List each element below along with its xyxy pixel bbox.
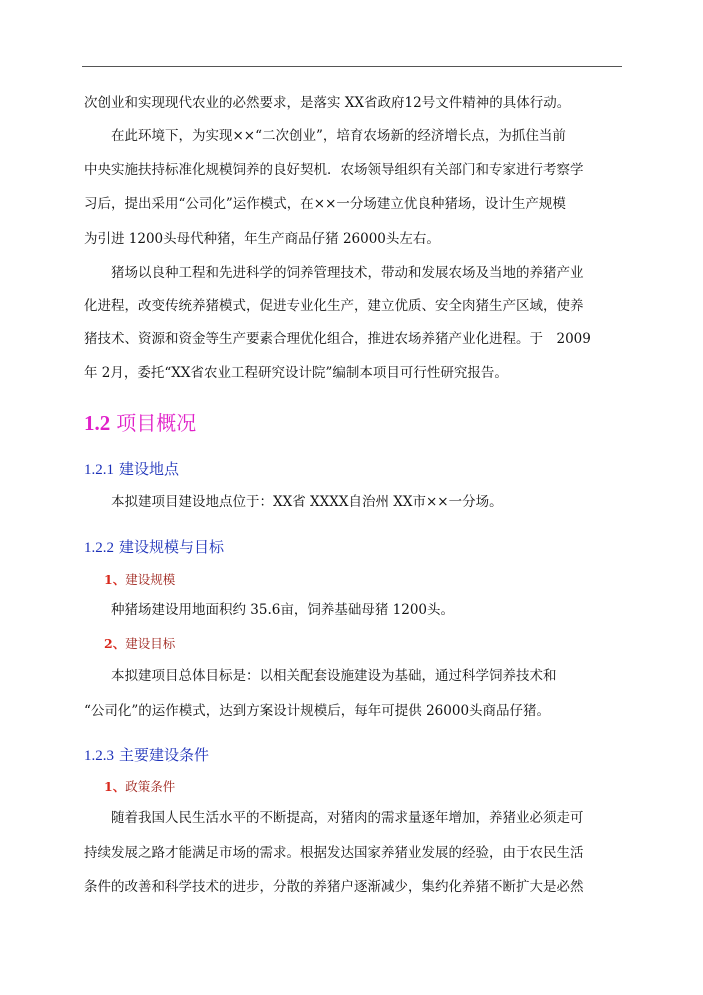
body-text-line: 猪技术、资源和资金等生产要素合理优化组合，推进农场养猪产业化进程。于 2009 [84,331,591,347]
section-heading-1-2-3 [84,745,209,766]
section-heading-1-2-2 [84,537,224,558]
subsection-number: 1、 [104,779,126,794]
section-heading-1-2-1 [84,459,179,480]
body-text-line: 在此环境下，为实现××“二次创业”，培育农场新的经济增长点，为抓住当前 [111,128,566,144]
body-text-line: 次创业和实现现代农业的必然要求，是落实 XX省政府12号文件精神的具体行动。 [84,95,571,111]
body-text-line: 习后，提出采用“公司化”运作模式，在××一分场建立优良种猪场，设计生产规模 [84,196,566,212]
subsection-title: 建设规模 [125,572,176,587]
subsection-number: 2、 [104,636,126,651]
section-title: 主要建设条件 [119,746,210,764]
subsection-title: 建设目标 [125,636,176,651]
section-number: 1.2.1 [84,462,114,478]
body-text-line: 持续发展之路才能满足市场的需求。根据发达国家养猪业发展的经验，由于农民生活 [84,845,584,861]
body-text-line: 随着我国人民生活水平的不断提高，对猪肉的需求量逐年增加，养猪业必须走可 [111,810,584,826]
section-number: 1.2.3 [84,748,114,764]
body-text-line: 本拟建项目总体目标是：以相关配套设施建设为基础，通过科学饲养技术和 [111,668,557,684]
section-title: 建设地点 [119,460,180,478]
body-text-line: 为引进 1200头母代种猪，年生产商品仔猪 26000头左右。 [84,231,440,247]
section-number: 1.2 [84,411,111,435]
body-text-line: “公司化”的运作模式，达到方案设计规模后，每年可提供 26000头商品仔猪。 [84,703,551,719]
subsection-heading [104,572,175,588]
section-title: 建设规模与目标 [119,538,225,556]
subsection-title: 政策条件 [125,779,176,794]
body-text-line: 条件的改善和科学技术的进步，分散的养猪户逐渐减少，集约化养猪不断扩大是必然 [84,879,584,895]
body-text-line: 化进程，改变传统养猪模式，促进专业化生产，建立优质、安全肉猪生产区域，使养 [84,298,584,314]
section-number: 1.2.2 [84,540,114,556]
subsection-heading [104,779,175,795]
body-text-line: 年 2月，委托“XX省农业工程研究设计院”编制本项目可行性研究报告。 [84,365,508,381]
section-title: 项目概况 [116,411,197,435]
section-heading-1-2 [84,410,196,436]
body-text-line: 中央实施扶持标准化规模饲养的良好契机．农场领导组织有关部门和专家进行考察学 [84,162,584,178]
subsection-number: 1、 [104,572,126,587]
subsection-heading [104,636,175,652]
header-rule [82,66,622,67]
body-text-line: 猪场以良种工程和先进科学的饲养管理技术，带动和发展农场及当地的养猪产业 [111,265,584,281]
body-text-line: 本拟建项目建设地点位于：XX省 XXXX自治州 XX市××一分场。 [111,494,503,510]
body-text-line: 种猪场建设用地面积约 35.6亩，饲养基础母猪 1200头。 [111,602,454,618]
